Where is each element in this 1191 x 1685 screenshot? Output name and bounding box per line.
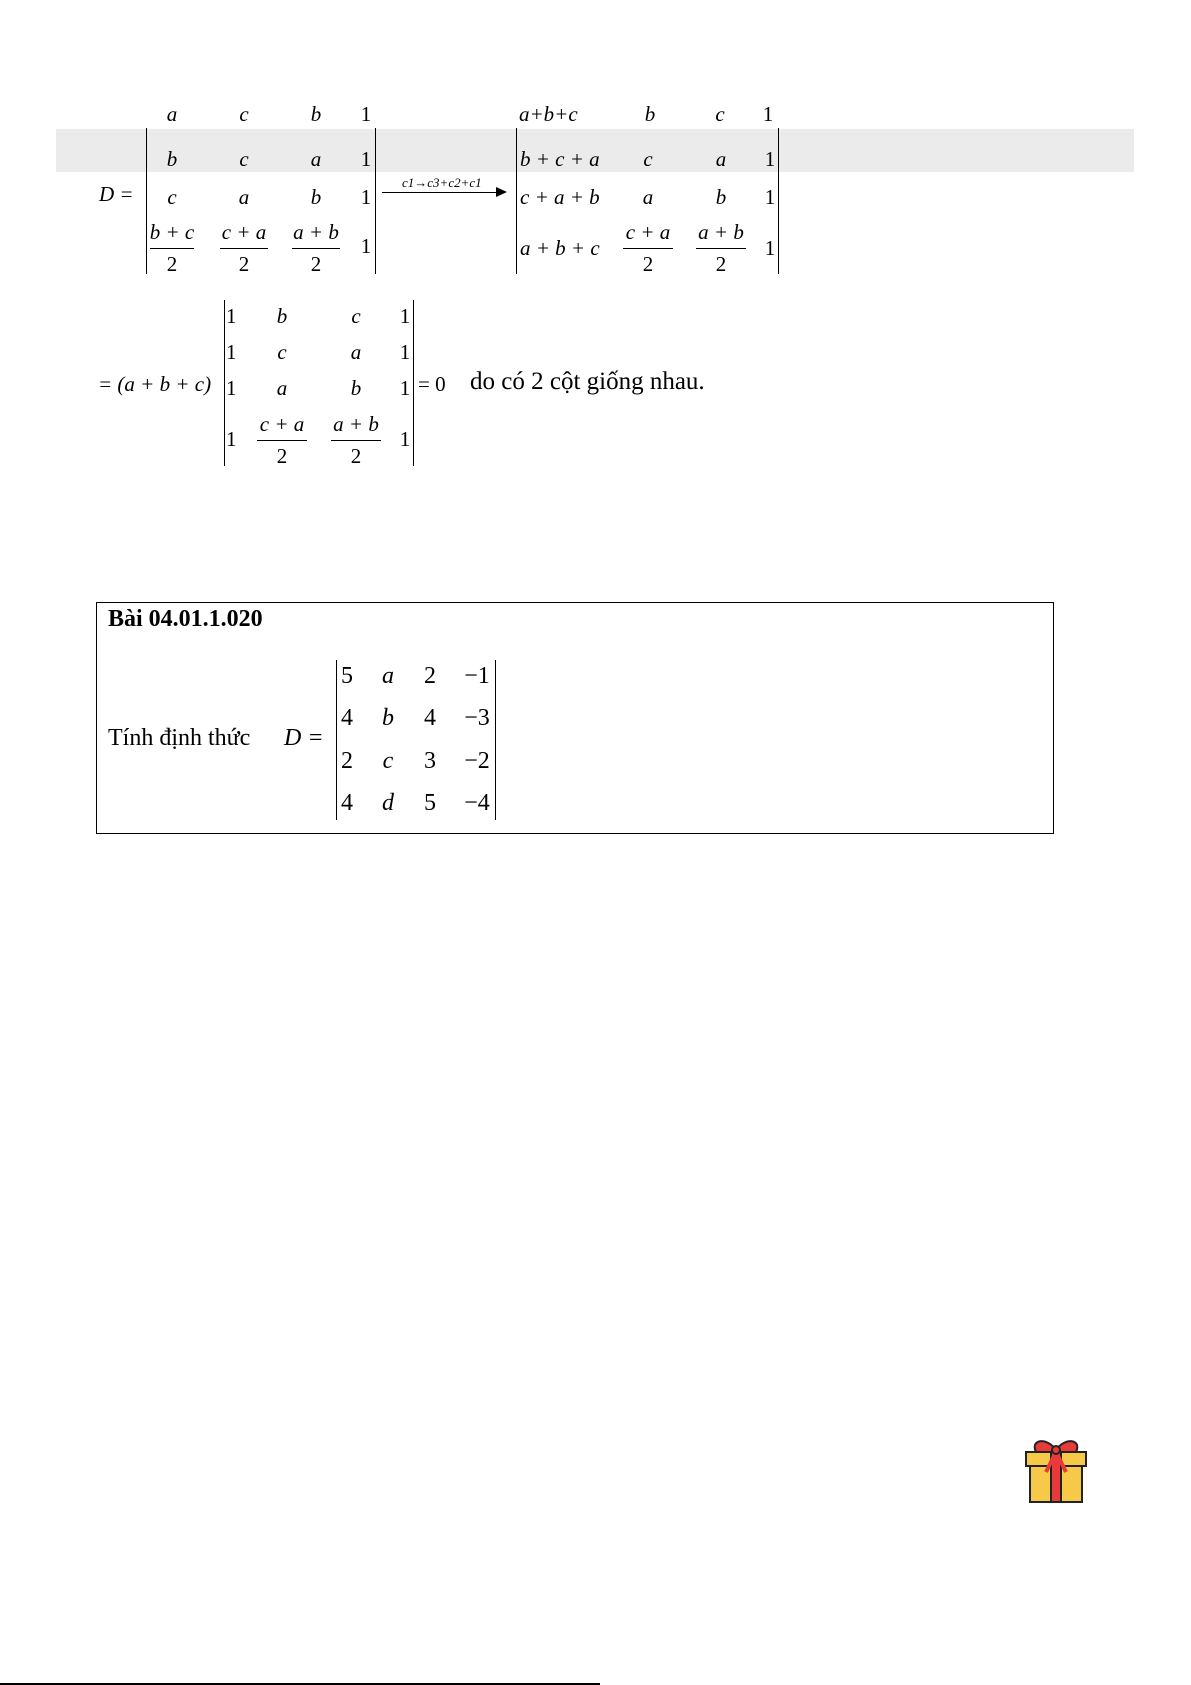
- fraction-bar: [331, 440, 381, 441]
- clipped-cell: c: [239, 102, 249, 126]
- m2-cell: b: [715, 185, 727, 209]
- clipped-cell: a+b+c: [519, 102, 578, 126]
- m3-cell: 1: [399, 304, 411, 328]
- fraction-bar: [623, 248, 673, 249]
- exercise-cell: −1: [464, 663, 490, 689]
- exercise-prompt: Tính định thức: [108, 725, 251, 751]
- m1-cell: c: [167, 185, 177, 209]
- m2-frac-num: c + a: [625, 220, 671, 244]
- m3-cell: 1: [226, 427, 237, 451]
- m3-cell: 1: [399, 340, 411, 364]
- m2-cell: a: [642, 185, 654, 209]
- result-zero: = 0: [418, 372, 446, 396]
- m3-cell: b: [276, 304, 288, 328]
- m1-frac-num: c + a: [221, 220, 267, 244]
- m2-cell: a + b + c: [520, 236, 600, 260]
- m1-frac-den: 2: [166, 252, 178, 276]
- matrix-3-right-bar: [413, 300, 414, 466]
- exercise-cell: 5: [424, 790, 436, 816]
- exercise-cell: d: [382, 790, 394, 816]
- exercise-cell: c: [382, 748, 394, 774]
- gift-icon[interactable]: [1018, 1432, 1094, 1508]
- exercise-matrix-left-bar: [336, 660, 337, 820]
- m2-frac-den: 2: [642, 252, 654, 276]
- clipped-cell: a: [166, 102, 178, 126]
- exercise-d-label: D =: [284, 725, 324, 751]
- clipped-cell: b: [310, 102, 322, 126]
- exercise-matrix-right-bar: [495, 660, 496, 820]
- m3-frac-num: c + a: [259, 412, 305, 436]
- fraction-bar: [696, 248, 746, 249]
- m1-frac-num: b + c: [149, 220, 195, 244]
- clipped-cell: 1: [360, 102, 372, 126]
- exercise-cell: 5: [341, 663, 353, 689]
- m3-cell: a: [276, 376, 288, 400]
- fraction-bar: [292, 248, 340, 249]
- matrix-2-left-bar: [516, 128, 517, 274]
- exercise-cell: 4: [341, 705, 353, 731]
- exercise-cell: 4: [341, 790, 353, 816]
- m3-cell: c: [351, 304, 361, 328]
- m3-frac-den: 2: [350, 444, 362, 468]
- exercise-cell: 4: [424, 705, 436, 731]
- m1-cell: a: [238, 185, 250, 209]
- m1-frac-den: 2: [310, 252, 322, 276]
- exercise-cell: −4: [464, 790, 490, 816]
- arrow-line: [382, 192, 498, 193]
- m1-cell: 1: [360, 185, 372, 209]
- conclusion-note: do có 2 cột giống nhau.: [470, 368, 705, 395]
- m2-cell: 1: [764, 236, 776, 260]
- exercise-cell: a: [382, 663, 394, 689]
- exercise-cell: −2: [464, 748, 490, 774]
- m3-cell: 1: [399, 427, 411, 451]
- m2-cell: c + a + b: [520, 185, 600, 209]
- m1-cell: b: [310, 185, 322, 209]
- arrow-label: c1→c3+c2+c1: [402, 175, 482, 190]
- matrix-1-right-bar: [375, 128, 376, 274]
- m3-frac-den: 2: [276, 444, 288, 468]
- m3-frac-num: a + b: [333, 412, 379, 436]
- d-label: D =: [99, 182, 134, 206]
- arrow-right-icon: [496, 187, 507, 197]
- m2-frac-den: 2: [715, 252, 727, 276]
- m1-cell: b: [166, 147, 178, 171]
- m2-cell: a: [715, 147, 727, 171]
- m3-cell: 1: [226, 376, 237, 400]
- m1-cell: 1: [360, 234, 372, 258]
- m3-cell: a: [350, 340, 362, 364]
- matrix-1-left-bar: [146, 128, 147, 274]
- exercise-cell: b: [382, 705, 394, 731]
- matrix-2-right-bar: [778, 128, 779, 274]
- clipped-cell: 1: [762, 102, 774, 126]
- m3-cell: 1: [399, 376, 411, 400]
- fraction-bar: [220, 248, 268, 249]
- fraction-bar: [257, 440, 307, 441]
- m3-cell: 1: [226, 304, 237, 328]
- m1-cell: a: [310, 147, 322, 171]
- m2-cell: 1: [764, 185, 776, 209]
- exercise-cell: 2: [424, 663, 436, 689]
- m2-cell: b + c + a: [520, 147, 600, 171]
- exercise-box: [96, 602, 1054, 834]
- m3-cell: c: [277, 340, 287, 364]
- clipped-cell: c: [715, 102, 725, 126]
- m2-frac-num: a + b: [698, 220, 744, 244]
- clipped-cell: b: [644, 102, 656, 126]
- m2-cell: 1: [764, 147, 776, 171]
- m1-frac-den: 2: [238, 252, 250, 276]
- clipped-top-row: [56, 102, 1134, 129]
- exercise-cell: 2: [341, 748, 353, 774]
- m2-cell: c: [643, 147, 653, 171]
- m1-cell: 1: [360, 147, 372, 171]
- fraction-bar: [150, 248, 194, 249]
- m1-frac-num: a + b: [293, 220, 339, 244]
- m3-cell: b: [350, 376, 362, 400]
- m3-cell: 1: [226, 340, 237, 364]
- exercise-title: Bài 04.01.1.020: [108, 606, 263, 632]
- factor-expression: = (a + b + c): [98, 372, 212, 396]
- exercise-cell: 3: [424, 748, 436, 774]
- m1-cell: c: [239, 147, 249, 171]
- exercise-cell: −3: [464, 705, 490, 731]
